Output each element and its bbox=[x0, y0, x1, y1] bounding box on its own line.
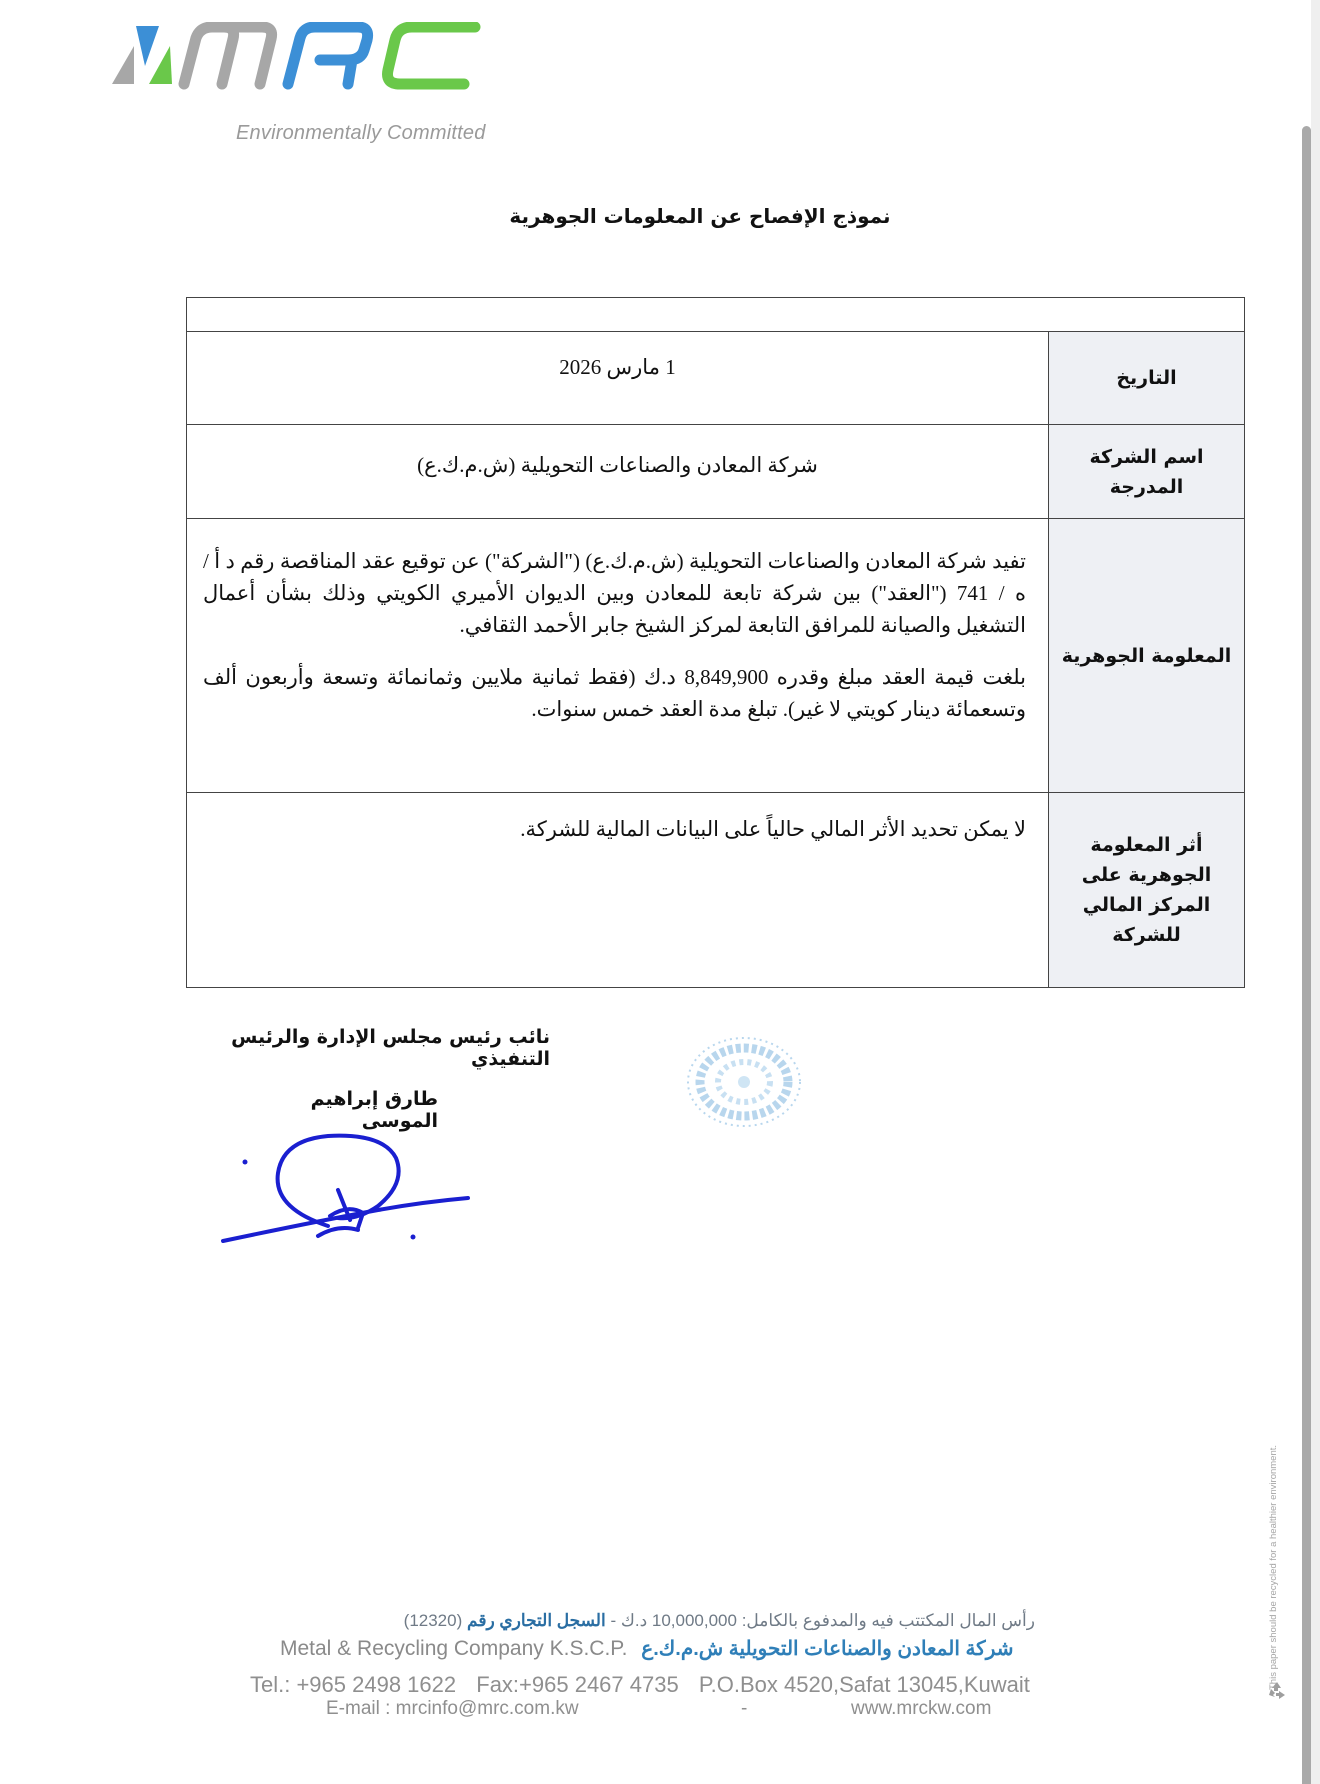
financial-impact-value: لا يمكن تحديد الأثر المالي حالياً على البيانات المالية للشركة. bbox=[520, 817, 1026, 841]
signatory-title: نائب رئيس مجلس الإدارة والرئيس التنفيذي bbox=[231, 1026, 550, 1070]
footer-tel: Tel.: +965 2498 1622 bbox=[250, 1672, 457, 1697]
company-name-ar: شركة المعادن والصناعات التحويلية ش.م.ك.ع bbox=[641, 1638, 1014, 1660]
material-info-label: المعلومة الجوهرية bbox=[1048, 519, 1244, 792]
table-row-date bbox=[186, 332, 1245, 425]
handwritten-signature bbox=[218, 1128, 483, 1243]
disclosure-table bbox=[186, 297, 1245, 988]
footer-email[interactable]: E-mail : mrcinfo@mrc.com.kw bbox=[326, 1698, 579, 1719]
footer-company-line bbox=[280, 1636, 1070, 1661]
registry-value: (12320) bbox=[403, 1611, 463, 1630]
table-row-financial-impact bbox=[186, 793, 1245, 988]
material-info-value bbox=[187, 519, 1048, 792]
date-label: التاريخ bbox=[1048, 332, 1244, 424]
registry-label: السجل التجاري رقم bbox=[467, 1611, 606, 1630]
document-title: نموذج الإفصاح عن المعلومات الجوهرية bbox=[509, 204, 891, 228]
date-text: 1 مارس 2026 bbox=[559, 355, 676, 379]
table-header-row bbox=[186, 297, 1245, 332]
company-label: اسم الشركة المدرجة bbox=[1048, 425, 1244, 518]
company-text: شركة المعادن والصناعات التحويلية (ش.م.ك.ع) bbox=[417, 452, 818, 477]
capital-label: رأس المال المكتتب فيه والمدفوع بالكامل: bbox=[741, 1611, 1035, 1630]
table-row-material-info bbox=[186, 519, 1245, 793]
company-value bbox=[187, 425, 1048, 518]
capital-value: 10,000,000 د.ك - bbox=[610, 1611, 737, 1630]
recycle-note: This paper should be recycled for a healthier environment. bbox=[1268, 1444, 1279, 1690]
table-row-company bbox=[186, 425, 1245, 519]
logo-text: MRC bbox=[112, 22, 115, 23]
scrollbar-track[interactable] bbox=[1311, 0, 1320, 1784]
footer-fax: Fax:+965 2467 4735 bbox=[476, 1672, 679, 1697]
footer-contact-line bbox=[250, 1672, 1110, 1698]
material-info-paragraph: بلغت قيمة العقد مبلغ وقدره 8,849,900 د.ك (فقط ثمانية ملايين وثمانمائة وتسعة وأربعون ألف وتسعمائة دينار كويتي لا غير). تبلغ مدة العقد خمس سنوات. bbox=[203, 665, 1026, 721]
footer-separator: - bbox=[741, 1698, 748, 1719]
material-info-paragraph: تفيد شركة المعادن والصناعات التحويلية (ش.م.ك.ع) ("الشركة") عن توقيع عقد المناقصة رقم د أ / ه / 741 ("العقد") بين شركة تابعة للمعادن وبين الديوان الأميري الكويتي وذلك بشأن أعمال التشغيل والصيانة للمرافق التابعة لمركز الشيخ جابر الأحمد الثقافي. bbox=[203, 549, 1026, 637]
footer-capital-line bbox=[320, 1611, 1035, 1631]
footer-pobox: P.O.Box 4520,Safat 13045,Kuwait bbox=[698, 1672, 1030, 1697]
company-name-en: Metal & Recycling Company K.S.C.P. bbox=[280, 1637, 628, 1660]
financial-impact-label-text: أثر المعلومة الجوهرية على المركز المالي للشركة bbox=[1081, 834, 1212, 946]
logo-tagline: Environmentally Committed bbox=[236, 122, 486, 144]
footer-website[interactable]: www.mrckw.com bbox=[851, 1698, 992, 1719]
signatory-name: طارق إبراهيم الموسى bbox=[310, 1088, 438, 1132]
scrollbar-thumb[interactable] bbox=[1302, 126, 1311, 1784]
financial-impact-label bbox=[1048, 793, 1244, 987]
mrc-logo bbox=[112, 22, 482, 102]
date-value bbox=[187, 332, 1048, 424]
company-stamp bbox=[682, 1030, 807, 1140]
